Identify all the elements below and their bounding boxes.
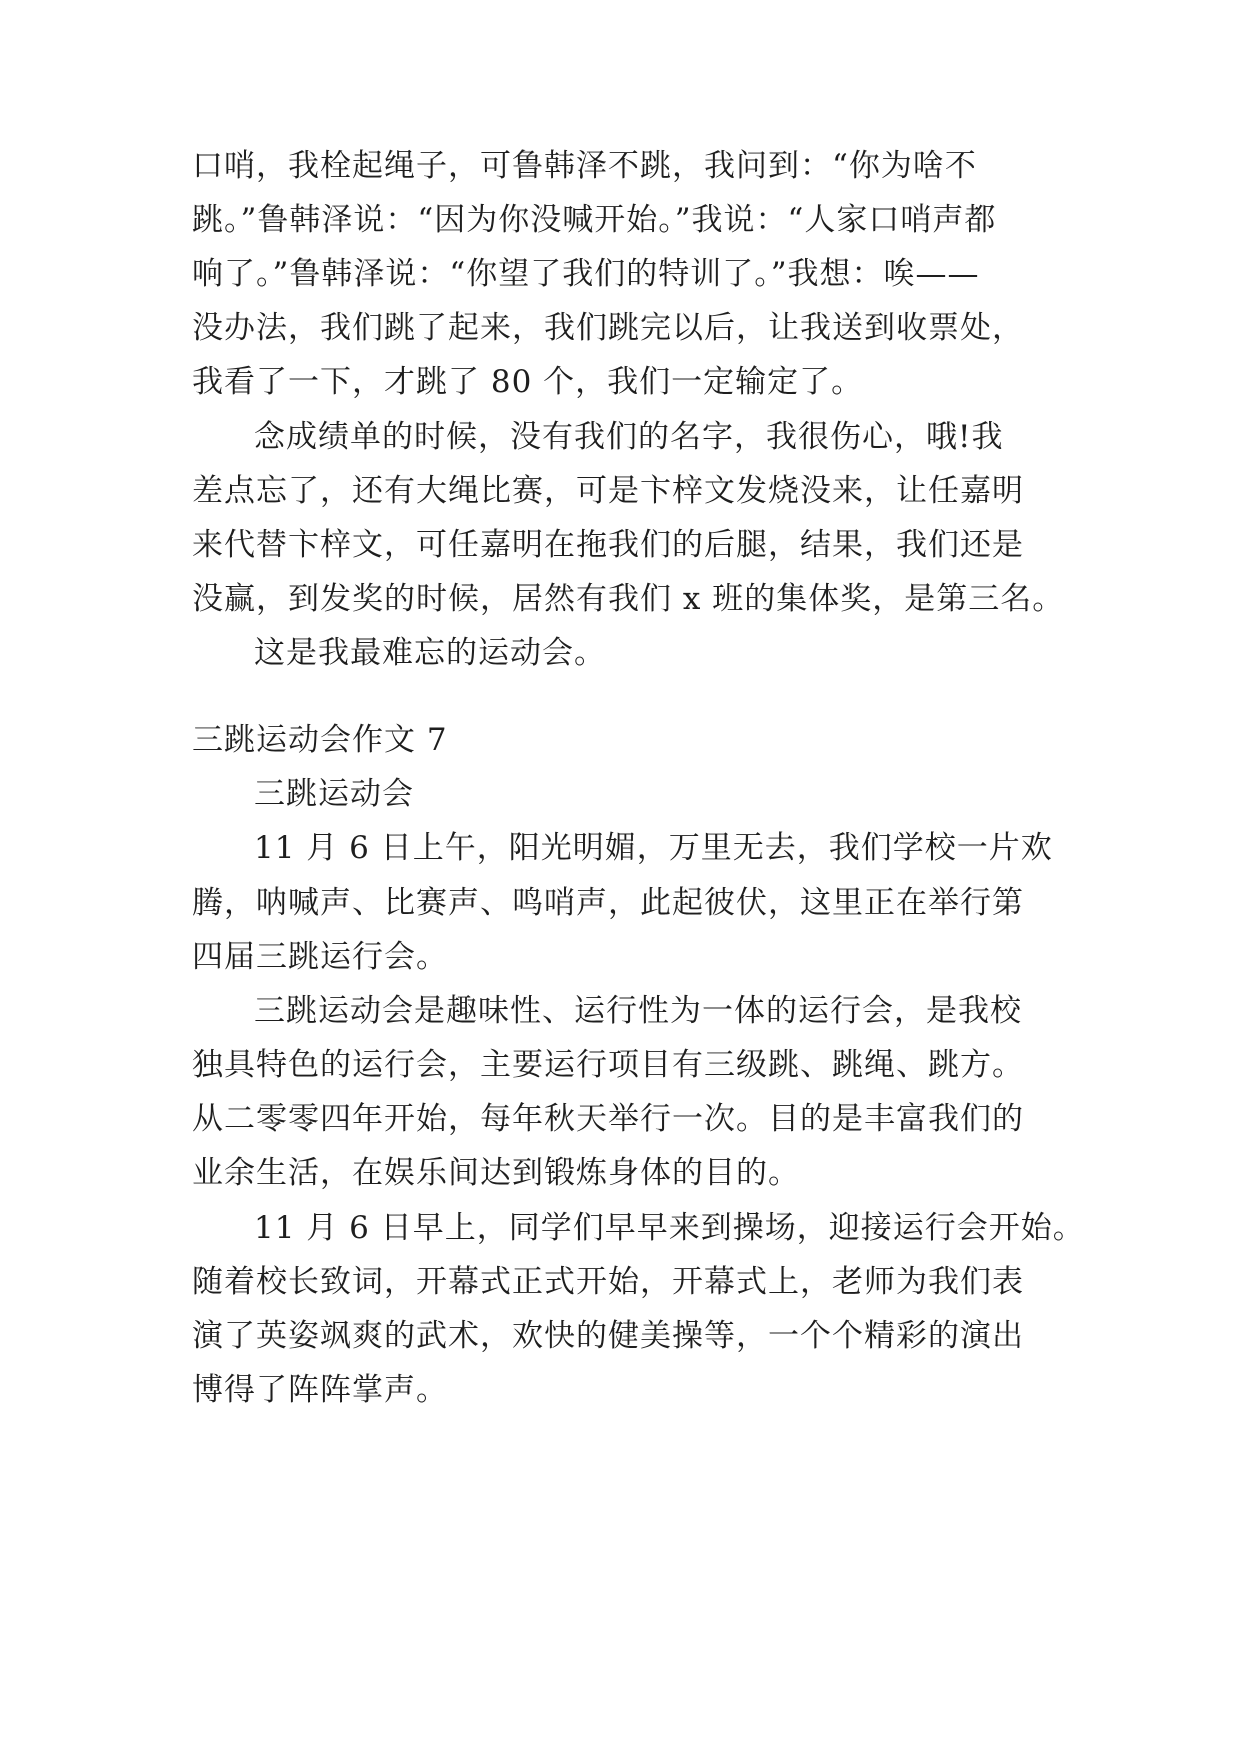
text-line: 博得了阵阵掌声。	[192, 1372, 448, 1408]
text-line: 没赢，到发奖的时候，居然有我们 x 班的集体奖，是第三名。	[192, 581, 1065, 617]
text-line: 11 月 6 日早上，同学们早早来到操场，迎接运行会开始。	[254, 1210, 1085, 1246]
text-line: 四届三跳运行会。	[192, 939, 448, 975]
text-line: 从二零零四年开始，每年秋天举行一次。目的是丰富我们的	[192, 1101, 1024, 1137]
text-line: 这是我最难忘的运动会。	[254, 635, 606, 671]
text-line: 口哨，我栓起绳子，可鲁韩泽不跳，我问到：“你为啥不	[192, 148, 977, 184]
text-line: 我看了一下，才跳了 80 个，我们一定输定了。	[192, 364, 864, 400]
section-title: 三跳运动会作文 7	[192, 722, 448, 758]
text-line: 念成绩单的时候，没有我们的名字，我很伤心，哦!我	[254, 419, 1004, 455]
text-line: 独具特色的运行会，主要运行项目有三级跳、跳绳、跳方。	[192, 1047, 1024, 1083]
text-line: 跳。”鲁韩泽说：“因为你没喊开始。”我说：“人家口哨声都	[192, 202, 997, 238]
text-line: 差点忘了，还有大绳比赛，可是卞梓文发烧没来，让任嘉明	[192, 473, 1024, 509]
text-line: 响了。”鲁韩泽说：“你望了我们的特训了。”我想：唉——	[192, 256, 980, 292]
essay-title: 三跳运动会	[254, 776, 414, 812]
text-line: 来代替卞梓文，可任嘉明在拖我们的后腿，结果，我们还是	[192, 527, 1024, 563]
text-line: 腾，呐喊声、比赛声、鸣哨声，此起彼伏，这里正在举行第	[192, 885, 1024, 921]
text-line: 没办法，我们跳了起来，我们跳完以后，让我送到收票处，	[192, 310, 1024, 346]
text-line: 三跳运动会是趣味性、运行性为一体的运行会，是我校	[254, 993, 1022, 1029]
text-line: 演了英姿飒爽的武术，欢快的健美操等，一个个精彩的演出	[192, 1318, 1024, 1354]
text-line: 随着校长致词，开幕式正式开始，开幕式上，老师为我们表	[192, 1264, 1024, 1300]
text-line: 业余生活，在娱乐间达到锻炼身体的目的。	[192, 1155, 800, 1191]
text-line: 11 月 6 日上午，阳光明媚，万里无去，我们学校一片欢	[254, 830, 1053, 866]
